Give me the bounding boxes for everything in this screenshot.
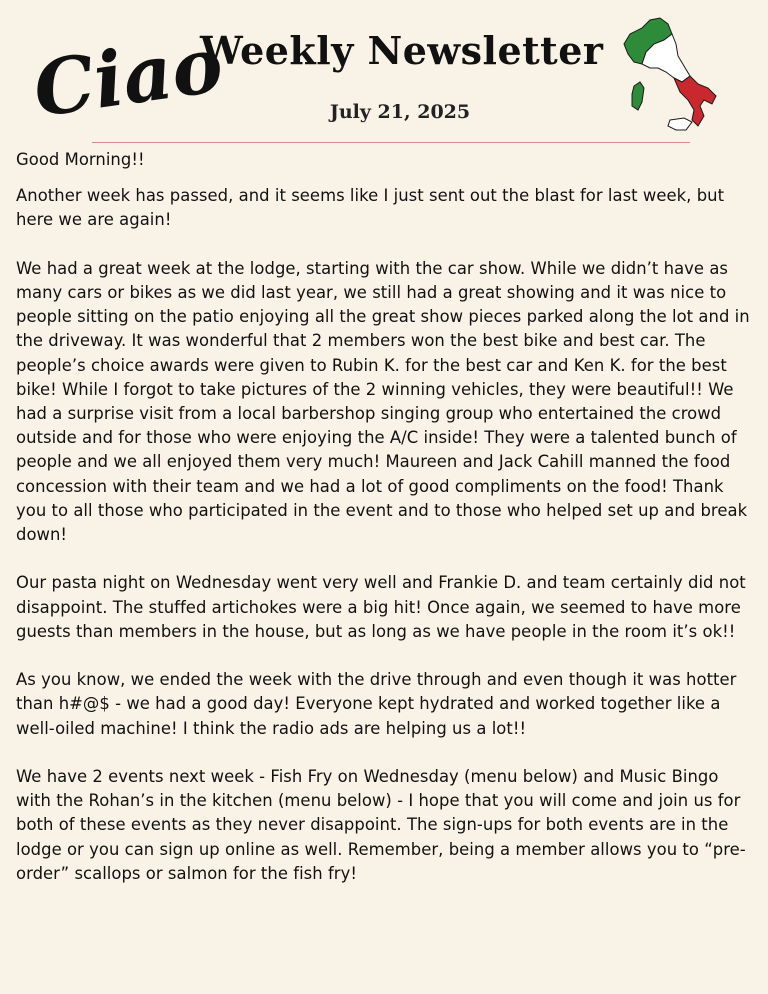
sardinia-island [632, 82, 644, 110]
newsletter-body [16, 148, 756, 910]
italy-flag-map-icon [620, 14, 720, 134]
logo-text: Ciao [28, 19, 229, 135]
newsletter-date: July 21, 2025 [329, 101, 471, 123]
greeting: Good Morning!! [16, 150, 145, 169]
paragraph-drive-through: As you know, we ended the week with the drive through and even though it was hotter than h#@$ - we had a good day! Everyone kept hydrated and worked together like a well-oiled machine! I think the radio ads are helping us a lot!! [16, 670, 737, 738]
paragraph-car-show: We had a great week at the lodge, starting with the car show. While we didn’t have as many cars or bikes as we did last year, we still had a great showing and it was nice to people sitting on the patio enjoying all the great show pieces parked along the lot and in the driveway. It was wonderful that 2 members won the best bike and best car. The people’s choice awards were given to Rubin K. for the best car and Ken K. for the best bike! While I forgot to take pictures of the 2 winning vehicles, they were beautiful!! We had a surprise visit from a local barbershop singing group who entertained the crowd outside and for those who were enjoying the A/C inside! They were a talented bunch of people and we all enjoyed them very much! Maureen and Jack Cahill manned the food concession with their team and we had a lot of good compliments on the food! Thank you to all those who participated in the event and to those who helped set up and break down! [16, 258, 750, 545]
paragraph-upcoming-events: We have 2 events next week - Fish Fry on Wednesday (menu below) and Music Bingo with the Rohan’s in the kitchen (menu below) - I hope that you will come and join us for both of these events as they never disappoint. The sign-ups for both events are in the lodge or you can sign up online as well. Remember, being a member allows you to “pre-order” scallops or salmon for the fish fry! [16, 767, 746, 883]
paragraph-pasta-night: Our pasta night on Wednesday went very well and Frankie D. and team certainly did not disappoint. The stuffed artichokes were a big hit! Once again, we seemed to have more guests than members in the house, but as long as we have people in the room it’s ok!! [16, 573, 746, 641]
newsletter-title: Weekly Newsletter [200, 28, 604, 73]
paragraph-intro: Another week has passed, and it seems like I just sent out the blast for last week, but here we are again! [16, 186, 725, 230]
ciao-logo [28, 19, 229, 135]
sicily-island [668, 118, 692, 130]
header-divider [92, 142, 690, 143]
